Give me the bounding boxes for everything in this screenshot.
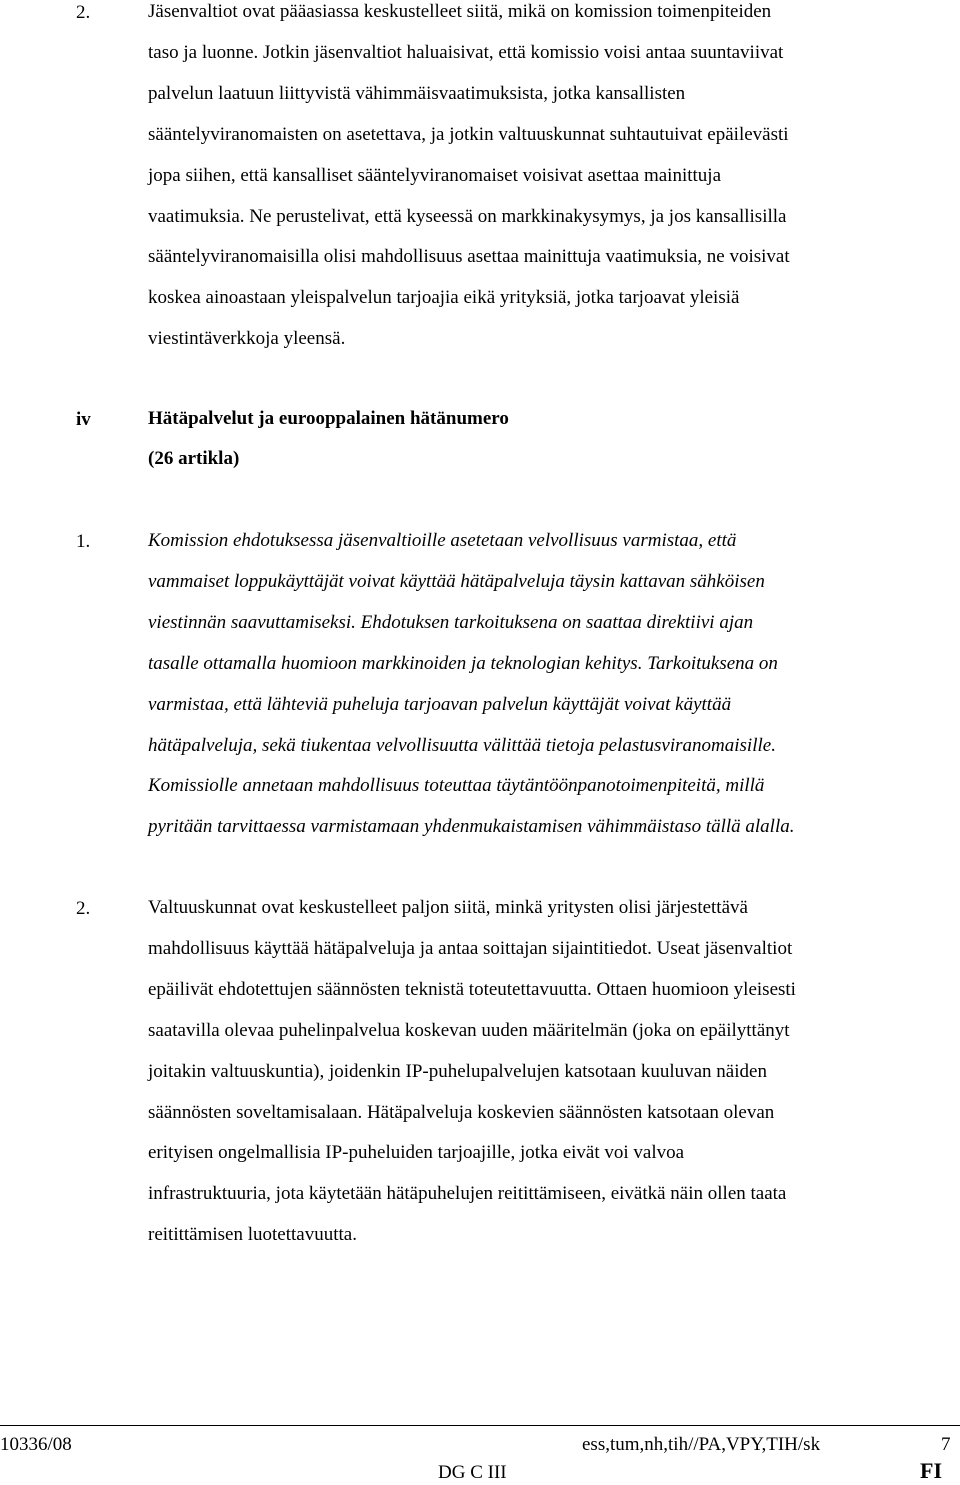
section-number: iv — [76, 409, 91, 430]
text-line: viestintäverkkoja yleensä. — [148, 328, 346, 350]
paragraph-body — [148, 0, 948, 360]
text-line: tasalle ottamalla huomioon markkinoiden ja teknologian kehitys. Tarkoituksena on — [148, 652, 778, 674]
paragraph-number: 2. — [76, 898, 91, 919]
footer-divider — [0, 1425, 960, 1426]
text-line: varmistaa, että lähteviä puheluja tarjoavan palvelun käyttäjät voivat käyttää — [148, 693, 732, 715]
page-number: 7 — [941, 1434, 951, 1455]
text-line: sääntelyviranomaisten on asetettava, ja jotkin valtuuskunnat suhtautuivat epäilevästi — [148, 123, 789, 145]
text-line: vammaiset loppukäyttäjät voivat käyttää hätäpalveluja täysin kattavan sähköisen — [148, 570, 765, 592]
section-heading — [148, 399, 509, 479]
directorate-code: DG C III — [438, 1462, 507, 1483]
text-line: säännösten soveltamisalaan. Hätäpalveluja koskevien säännösten katsotaan olevan — [148, 1101, 775, 1123]
text-line: erityisen ongelmallisia IP-puheluiden tarjoajille, jotka eivät voi valvoa — [148, 1142, 685, 1164]
text-line: jopa siihen, että kansalliset sääntelyviranomaiset voisivat asettaa mainittuja — [148, 164, 721, 186]
text-line: mahdollisuus käyttää hätäpalveluja ja antaa soittajan sijaintitiedot. Useat jäsenvaltiot — [148, 937, 793, 959]
document-number: 10336/08 — [0, 1434, 72, 1455]
paragraph-number: 2. — [76, 2, 91, 23]
text-line: joitakin valtuuskuntia), joidenkin IP-puhelupalvelujen katsotaan kuuluvan näiden — [148, 1060, 767, 1082]
text-line: reitittämisen luotettavuutta. — [148, 1224, 357, 1246]
text-line: koskea ainoastaan yleispalvelun tarjoajia eikä yrityksiä, jotka tarjoavat yleisiä — [148, 287, 740, 309]
section-title: Hätäpalvelut ja eurooppalainen hätänumero — [148, 408, 509, 429]
text-line: viestinnän saavuttamiseksi. Ehdotuksen tarkoituksena on saattaa direktiivi ajan — [148, 611, 754, 633]
text-line: infrastruktuuria, jota käytetään hätäpuhelujen reitittämiseen, eivätkä näin ollen taata — [148, 1183, 787, 1205]
section-article: (26 artikla) — [148, 448, 240, 469]
text-line: palvelun laatuun liittyvistä vähimmäisvaatimuksista, jotka kansallisten — [148, 82, 686, 104]
paragraph-body — [148, 521, 958, 848]
paragraph-body — [148, 888, 948, 1256]
text-line: Jäsenvaltiot ovat pääasiassa keskustelleet siitä, mikä on komission toimenpiteiden — [148, 1, 772, 22]
text-line: saatavilla olevaa puhelinpalvelua koskevan uuden määritelmän (joka on epäilyttänyt — [148, 1019, 790, 1041]
language-code: FI — [920, 1458, 942, 1483]
text-line: pyritään tarvittaessa varmistamaan yhdenmukaistamisen vähimmäistaso tällä alalla. — [148, 816, 795, 838]
text-line: Valtuuskunnat ovat keskustelleet paljon siitä, minkä yritysten olisi järjestettävä — [148, 897, 748, 918]
paragraph-number: 1. — [76, 531, 91, 552]
text-line: vaatimuksia. Ne perustelivat, että kyseessä on markkinakysymys, ja jos kansallisilla — [148, 205, 787, 227]
text-line: Komission ehdotuksessa jäsenvaltioille asetetaan velvollisuus varmistaa, että — [148, 530, 737, 551]
document-reference: ess,tum,nh,tih//PA,VPY,TIH/sk — [582, 1434, 821, 1455]
text-line: hätäpalveluja, sekä tiukentaa velvollisuutta välittää tietoja pelastusviranomaisille. — [148, 734, 776, 756]
text-line: taso ja luonne. Jotkin jäsenvaltiot haluaisivat, että komissio voisi antaa suuntaviivat — [148, 41, 784, 63]
text-line: Komissiolle annetaan mahdollisuus toteuttaa täytäntöönpanotoimenpiteitä, millä — [148, 775, 765, 797]
text-line: epäilivät ehdotettujen säännösten teknistä toteutettavuutta. Ottaen huomioon yleisesti — [148, 978, 796, 1000]
text-line: sääntelyviranomaisilla olisi mahdollisuus asettaa mainittuja vaatimuksia, ne voisivat — [148, 246, 790, 268]
